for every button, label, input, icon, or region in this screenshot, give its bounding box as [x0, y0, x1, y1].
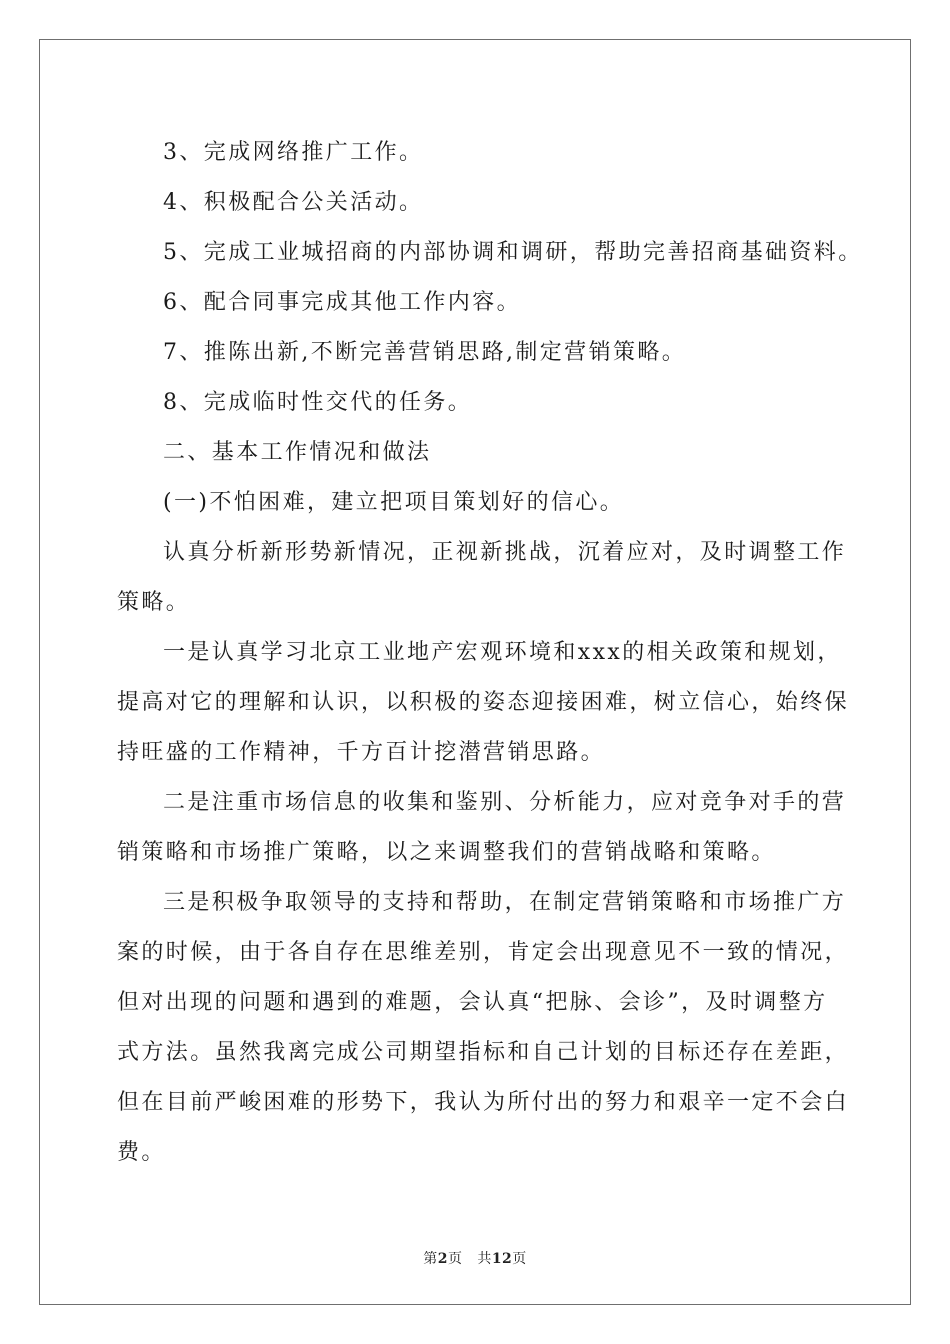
subsection-heading: (一)不怕困难，建立把项目策划好的信心。	[163, 490, 625, 515]
paragraph-line: 式方法。虽然我离完成公司期望指标和自己计划的目标还存在差距，	[117, 1040, 850, 1065]
list-item-8: 8、完成临时性交代的任务。	[163, 390, 473, 415]
list-item-4: 4、积极配合公关活动。	[163, 190, 424, 215]
paragraph-line: 持旺盛的工作精神，千方百计挖潜营销思路。	[117, 740, 606, 765]
list-item-5: 5、完成工业城招商的内部协调和调研，帮助完善招商基础资料。	[163, 240, 863, 265]
paragraph-line: 策略。	[117, 590, 191, 615]
paragraph-line: 提高对它的理解和认识，以积极的姿态迎接困难，树立信心，始终保	[117, 690, 850, 715]
paragraph-line: 但对出现的问题和遇到的难题，会认真“把脉、会诊”，及时调整方	[117, 990, 828, 1015]
paragraph-line: 但在目前严峻困难的形势下，我认为所付出的努力和艰辛一定不会白	[117, 1090, 850, 1115]
page-footer	[0, 1248, 950, 1268]
paragraph-line: 费。	[117, 1140, 166, 1165]
footer-total-suffix: 页	[512, 1251, 527, 1267]
paragraph-line: 认真分析新形势新情况，正视新挑战，沉着应对，及时调整工作	[163, 540, 847, 565]
paragraph-line: 二是注重市场信息的收集和鉴别、分析能力，应对竞争对手的营	[163, 790, 847, 815]
paragraph-line: 三是积极争取领导的支持和帮助，在制定营销策略和市场推广方	[163, 890, 847, 915]
list-item-3: 3、完成网络推广工作。	[163, 140, 424, 165]
paragraph-line: 一是认真学习北京工业地产宏观环境和xxx的相关政策和规划，	[163, 640, 842, 665]
paragraph-line: 销策略和市场推广策略，以之来调整我们的营销战略和策略。	[117, 840, 776, 865]
list-item-7: 7、推陈出新,不断完善营销思路,制定营销策略。	[163, 340, 687, 365]
section-heading: 二、基本工作情况和做法	[163, 440, 432, 465]
footer-total-prefix: 共	[477, 1251, 492, 1267]
total-pages-number: 12	[491, 1251, 513, 1267]
list-item-6: 6、配合同事完成其他工作内容。	[163, 290, 521, 315]
document-body	[117, 128, 863, 1178]
footer-prefix: 第	[423, 1251, 438, 1267]
paragraph-line: 案的时候，由于各自存在思维差别，肯定会出现意见不一致的情况，	[117, 940, 850, 965]
current-page-number: 2	[437, 1251, 448, 1267]
footer-page-word: 页	[447, 1251, 463, 1267]
